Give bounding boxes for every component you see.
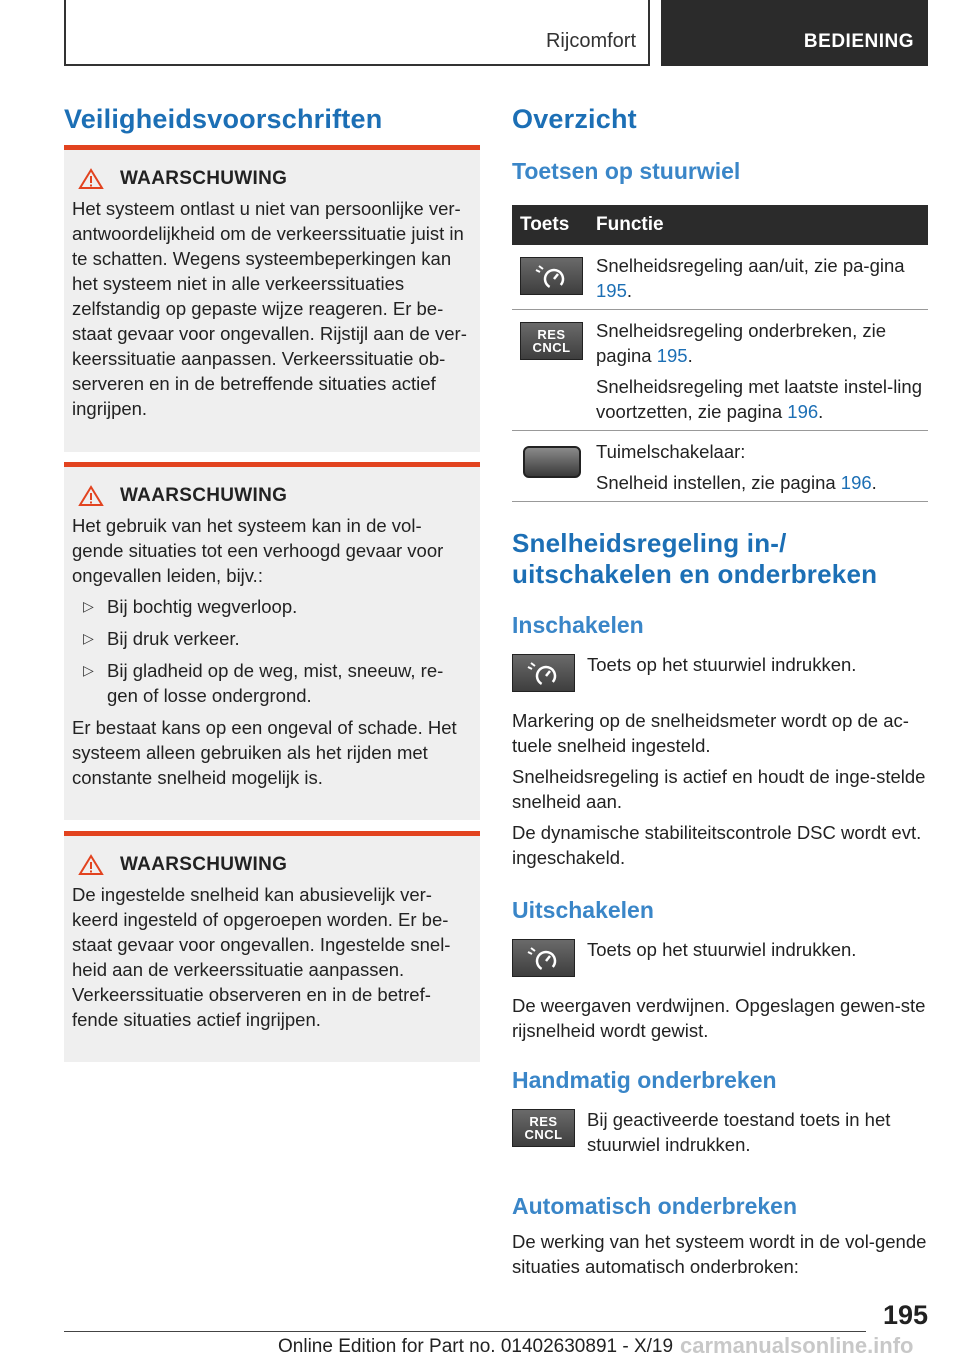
footer-edition: Online Edition for Part no. 01402630891 - X/19 xyxy=(278,1336,674,1357)
row-text: Snelheid instellen, zie pagina 196. xyxy=(596,472,877,493)
warning-text: Het gebruik van het systeem kan in de vol-gende situaties tot een verhoogd gevaar voor ongevallen leiden, bijv.: xyxy=(72,515,444,586)
row-text: Snelheidsregeling met laatste instel-ling voortzetten, zie pagina 196. xyxy=(596,376,922,422)
inschakelen-title: Inschakelen xyxy=(512,612,644,638)
warning-label: WAARSCHUWING xyxy=(120,168,288,189)
cruise-control-button-icon xyxy=(520,257,583,295)
warning-label: WAARSCHUWING xyxy=(120,485,288,506)
col-header-toets: Toets xyxy=(520,214,570,235)
rocker-switch-icon xyxy=(520,443,583,481)
col-header-functie: Functie xyxy=(596,214,664,235)
subtitle: Toetsen op stuurwiel xyxy=(512,158,741,184)
inschakelen-row xyxy=(512,652,928,692)
uitschakelen-row xyxy=(512,937,928,977)
handmatig-title: Handmatig onderbreken xyxy=(512,1067,777,1093)
cruise-control-button-icon xyxy=(512,939,575,977)
warning-text: De ingestelde snelheid kan abusievelijk ver-keerd ingesteld of opgeroepen worden. Er be-staat gevaar voor ongevallen. Ingestelde snel-heid aan de verkeerssituatie aanpassen. Verkeerssituatie observeren en in de betref-fende situaties actief ingrijpen. xyxy=(72,884,451,1030)
paragraph: De weergaven verdwijnen. Opgeslagen gewen-ste rijsnelheid wordt gewist. xyxy=(512,995,926,1041)
warning-text-after: Er bestaat kans op een ongeval of schade. Het systeem alleen gebruiken als het rijden met constante snelheid mogelijk is. xyxy=(72,717,457,788)
uitschakelen-instruction: Toets op het stuurwiel indrukken. xyxy=(587,939,857,960)
warning-text: Het systeem ontlast u niet van persoonlijke ver-antwoordelijkheid om de verkeerssituatie juist in te schatten. Wegens systeembeperkingen kan het systeem niet in alle verkeerssituaties zelfstandig op gepaste wijze reageren. Er be-staat gevaar voor ongevallen. Rijstijl aan de ver-keerssituatie aanpassen. Verkeerssituatie ob-serveren en in de betreffende situaties actief ingrijpen. xyxy=(72,198,467,419)
inschakelen-paras xyxy=(512,708,928,870)
warning-box-1 xyxy=(64,145,480,452)
warning-triangle-icon xyxy=(78,485,104,507)
footer-divider xyxy=(64,1331,866,1332)
table-header xyxy=(512,205,928,245)
automatisch-title: Automatisch onderbreken xyxy=(512,1193,797,1219)
warning-list xyxy=(72,594,472,708)
list-item: ▷ Bij bochtig wegverloop. xyxy=(72,594,472,619)
handmatig-row xyxy=(512,1107,928,1157)
row-text: Snelheidsregeling aan/uit, zie pa-gina 195. xyxy=(596,255,905,301)
right-title: Overzicht xyxy=(512,104,637,134)
handmatig-instruction: Bij geactiveerde toestand toets in het stuurwiel indrukken. xyxy=(587,1109,891,1155)
paragraph: Markering op de snelheidsmeter wordt op de ac-tuele snelheid ingesteld. xyxy=(512,710,909,756)
page-link[interactable]: 196 xyxy=(840,472,872,493)
inschakelen-instruction: Toets op het stuurwiel indrukken. xyxy=(587,654,857,675)
page-link[interactable]: 195 xyxy=(656,345,688,366)
warning-label: WAARSCHUWING xyxy=(120,854,288,875)
row-text: Snelheidsregeling onderbreken, zie pagina 195. xyxy=(596,320,887,366)
left-title: Veiligheidsvoorschriften xyxy=(64,104,383,134)
row-text: Tuimelschakelaar: xyxy=(596,441,746,462)
chapter-box xyxy=(64,0,650,66)
table-row xyxy=(512,310,928,431)
page-number: 195 xyxy=(882,1300,928,1330)
page-link[interactable]: 196 xyxy=(787,401,819,422)
chapter-label: Rijcomfort xyxy=(545,30,636,52)
list-item: ▷ Bij druk verkeer. xyxy=(72,626,472,651)
paragraph: De dynamische stabiliteitscontrole DSC wordt evt. ingeschakeld. xyxy=(512,822,922,868)
automatisch-text: De werking van het systeem wordt in de vol-gende situaties automatisch onderbroken: xyxy=(512,1231,927,1277)
watermark: carmanualsonline.info xyxy=(680,1333,914,1358)
uitschakelen-title: Uitschakelen xyxy=(512,897,654,923)
res-cncl-button-icon: RES CNCL xyxy=(520,322,583,360)
uitschakelen-paras xyxy=(512,993,928,1043)
paragraph: Snelheidsregeling is actief en houdt de inge-stelde snelheid aan. xyxy=(512,766,926,812)
section-tab[interactable] xyxy=(661,0,928,66)
section-label: BEDIENING xyxy=(803,31,914,52)
table-row xyxy=(512,245,928,310)
table-row xyxy=(512,431,928,502)
buttons-table xyxy=(512,205,928,502)
warning-triangle-icon xyxy=(78,168,104,190)
warning-box-3 xyxy=(64,831,480,1062)
page-link[interactable]: 195 xyxy=(596,280,627,301)
list-item: ▷ Bij gladheid op de weg, mist, sneeuw, re-gen of losse ondergrond. xyxy=(72,658,472,708)
page-header xyxy=(64,0,928,66)
cruise-control-button-icon xyxy=(512,654,575,692)
warning-box-2 xyxy=(64,462,480,820)
warning-triangle-icon xyxy=(78,854,104,876)
res-cncl-button-icon: RES CNCL xyxy=(512,1109,575,1147)
section-title: Snelheidsregeling in-/ uitschakelen en onderbreken xyxy=(512,528,878,589)
